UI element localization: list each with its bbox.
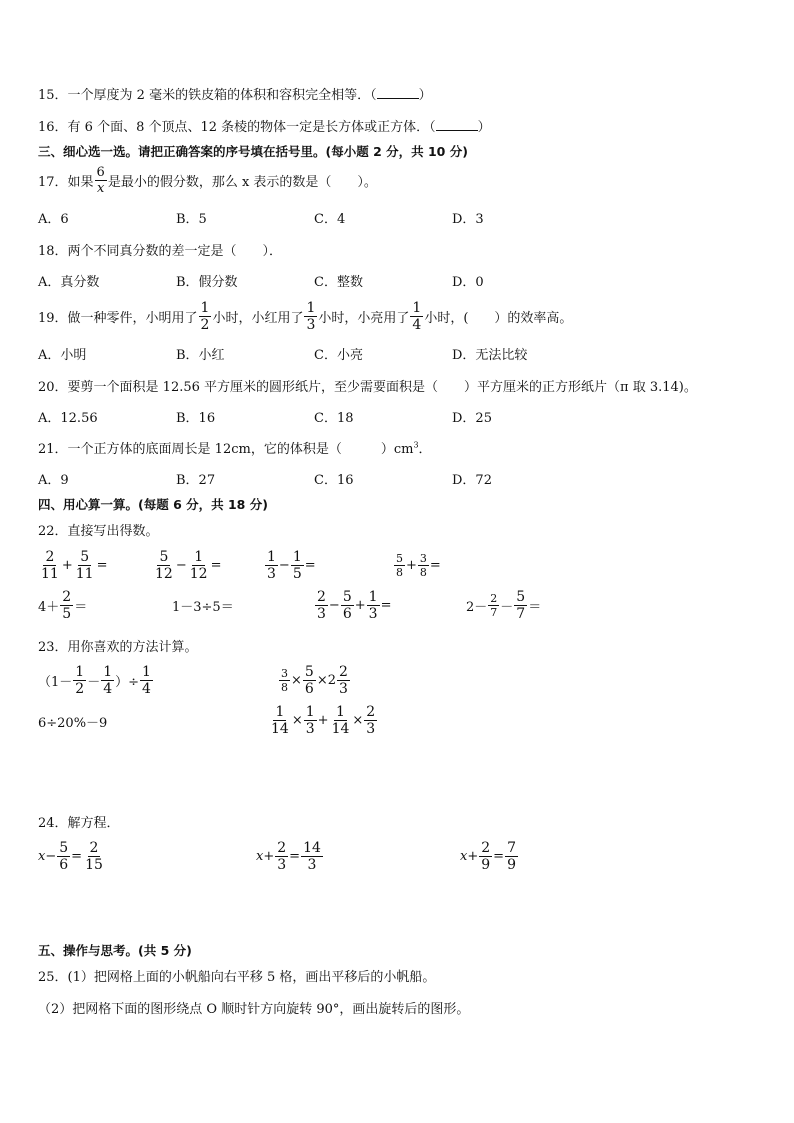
q20-option-b: B．16 bbox=[176, 411, 216, 426]
fraction: $\frac{2}{3}$ bbox=[339, 663, 348, 697]
fraction: $\frac{1}{12}$ bbox=[189, 548, 208, 582]
q19-option-c: C．小亮 bbox=[314, 348, 363, 363]
fraction: $\frac{1}{4}$ bbox=[412, 299, 422, 333]
calc-23-1: （1－ $\frac{1}{2}$ － $\frac{1}{4}$ ）÷ $\frac{1}{4}$ bbox=[38, 663, 151, 697]
fraction: $\frac{5}{7}$ bbox=[516, 588, 526, 622]
fraction: $\frac{1}{2}$ bbox=[200, 299, 210, 333]
question-24: 24．解方程． bbox=[38, 816, 120, 831]
q19-option-a: A．小明 bbox=[38, 348, 87, 363]
fraction: $\frac{1}{3}$ bbox=[267, 548, 276, 582]
fraction: $\frac{2}{3}$ bbox=[317, 588, 326, 622]
calc-22-2: $\frac{5}{12}$ − $\frac{1}{12}$ = bbox=[155, 548, 222, 582]
fraction: $\frac{7}{9}$ bbox=[507, 839, 516, 873]
fraction: $\frac{1}{3}$ bbox=[305, 703, 315, 737]
calc-22-1: $\frac{2}{11}$ + $\frac{5}{11}$ = bbox=[41, 548, 108, 582]
calc-22-3: $\frac{1}{3}$ − $\frac{1}{5}$ = bbox=[267, 548, 316, 582]
q18-option-b: B．假分数 bbox=[176, 275, 238, 290]
question-17: 17．如果 $\frac{6}{x}$ 是最小的假分数，那么 x 表示的数是（ ）。 bbox=[38, 164, 377, 196]
fraction: $\frac{1}{14}$ bbox=[331, 703, 350, 737]
fraction: $\frac{2}{5}$ bbox=[62, 588, 72, 622]
fraction: $\frac{2}{3}$ bbox=[366, 703, 376, 737]
q18-option-d: D．0 bbox=[452, 275, 484, 290]
question-16: 16．有 6 个面、8 个顶点、12 条棱的物体一定是长方体或正方体．（ ） bbox=[38, 120, 491, 135]
q19-option-d: D．无法比较 bbox=[452, 348, 528, 363]
calc-22-8: 2－ $\frac{2}{7}$ － $\frac{5}{7}$ ＝ bbox=[466, 588, 542, 622]
calc-23-4: $\frac{1}{14}$ × $\frac{1}{3}$ + $\frac{1}{14}$ × $\frac{2}{3}$ bbox=[271, 703, 376, 737]
q21-option-d: D．72 bbox=[452, 473, 492, 488]
q18-option-a: A．真分数 bbox=[38, 275, 100, 290]
fraction: $\frac{2}{3}$ bbox=[277, 839, 287, 873]
equation-24-1: x − $\frac{5}{6}$ = $\frac{2}{15}$ bbox=[38, 839, 103, 873]
fraction: $\frac{1}{4}$ bbox=[142, 663, 151, 697]
question-20: 20．要剪一个面积是 12.56 平方厘米的圆形纸片，至少需要面积是（ ）平方厘米的正方形纸片（π 取 3.14)。 bbox=[38, 380, 697, 395]
q20-option-a: A．12.56 bbox=[38, 411, 98, 426]
calc-22-4: $\frac{5}{8}$ + $\frac{3}{8}$ = bbox=[396, 551, 441, 579]
section-3-heading: 三、细心选一选。请把正确答案的序号填在括号里。(每小题 2 分，共 10 分) bbox=[38, 144, 468, 159]
answer-blank[interactable] bbox=[377, 86, 419, 99]
calc-22-5: 4＋ $\frac{2}{5}$ ＝ bbox=[38, 588, 88, 622]
fraction: $\frac{1}{5}$ bbox=[292, 548, 302, 582]
q20-option-d: D．25 bbox=[452, 411, 492, 426]
fraction: $\frac{1}{2}$ bbox=[75, 663, 85, 697]
fraction: $\frac{2}{15}$ bbox=[85, 839, 103, 873]
fraction: $\frac{1}{4}$ bbox=[103, 663, 113, 697]
calc-23-3: 6÷20%－9 bbox=[38, 715, 108, 731]
section-5-heading: 五、操作与思考。(共 5 分) bbox=[38, 943, 192, 958]
question-25-part-2: （2）把网格下面的图形绕点 O 顺时针方向旋转 90°，画出旋转后的图形。 bbox=[38, 1002, 470, 1017]
fraction: $\frac{6}{x}$ bbox=[96, 164, 105, 196]
equation-24-3: x + $\frac{2}{9}$ = $\frac{7}{9}$ bbox=[460, 839, 516, 873]
q17-option-c: C．4 bbox=[314, 212, 346, 227]
question-25-part-1: 25．(1）把网格上面的小帆船向右平移 5 格，画出平移后的小帆船。 bbox=[38, 970, 436, 985]
question-19: 19．做一种零件，小明用了 $\frac{1}{2}$ 小时，小红用了 $\frac{1}{3}$ 小时，小亮用了 $\frac{1}{4}$ 小时，( ）的效率高。 bbox=[38, 299, 573, 333]
calc-22-7: $\frac{2}{3}$ − $\frac{5}{6}$ + $\frac{1}{3}$ = bbox=[317, 588, 392, 622]
fraction: $\frac{1}{3}$ bbox=[368, 588, 378, 622]
question-21: 21．一个正方体的底面周长是 12cm，它的体积是（ ）$cm^3$． bbox=[38, 440, 432, 457]
answer-blank[interactable] bbox=[436, 118, 478, 131]
fraction: $\frac{5}{11}$ bbox=[75, 548, 94, 582]
q21-option-a: A．9 bbox=[38, 473, 69, 488]
question-23: 23．用你喜欢的方法计算。 bbox=[38, 640, 198, 655]
fraction: $\frac{2}{11}$ bbox=[41, 548, 59, 582]
q21-option-c: C．16 bbox=[314, 473, 354, 488]
q17-option-d: D．3 bbox=[452, 212, 484, 227]
q19-option-b: B．小红 bbox=[176, 348, 225, 363]
q17-option-b: B．5 bbox=[176, 212, 207, 227]
fraction: $\frac{5}{6}$ bbox=[304, 663, 314, 697]
question-18: 18．两个不同真分数的差一定是（ ）． bbox=[38, 244, 283, 259]
fraction: $\frac{5}{8}$ bbox=[396, 551, 403, 579]
calc-22-6: 1－3÷5＝ bbox=[172, 599, 234, 615]
fraction: $\frac{1}{3}$ bbox=[306, 299, 316, 333]
fraction: $\frac{5}{6}$ bbox=[342, 588, 352, 622]
fraction: $\frac{14}{3}$ bbox=[303, 839, 321, 873]
q20-option-c: C．18 bbox=[314, 411, 354, 426]
fraction: $\frac{3}{8}$ bbox=[281, 666, 288, 694]
fraction: $\frac{5}{12}$ bbox=[155, 548, 173, 582]
question-22: 22．直接写出得数。 bbox=[38, 524, 159, 539]
fraction: $\frac{5}{6}$ bbox=[59, 839, 69, 873]
q17-option-a: A．6 bbox=[38, 212, 69, 227]
fraction: $\frac{2}{7}$ bbox=[490, 591, 498, 619]
calc-23-2: $\frac{3}{8}$ × $\frac{5}{6}$ ×2 $\frac{2}{3}$ bbox=[281, 663, 348, 697]
q18-option-c: C．整数 bbox=[314, 275, 363, 290]
section-4-heading: 四、用心算一算。(每题 6 分，共 18 分) bbox=[38, 497, 268, 512]
fraction: $\frac{1}{14}$ bbox=[271, 703, 289, 737]
fraction: $\frac{2}{9}$ bbox=[481, 839, 491, 873]
q21-option-b: B．27 bbox=[176, 473, 216, 488]
question-15: 15．一个厚度为 2 毫米的铁皮箱的体积和容积完全相等．（ ） bbox=[38, 88, 432, 103]
equation-24-2: x + $\frac{2}{3}$ = $\frac{14}{3}$ bbox=[256, 839, 321, 873]
fraction: $\frac{3}{8}$ bbox=[419, 551, 427, 579]
